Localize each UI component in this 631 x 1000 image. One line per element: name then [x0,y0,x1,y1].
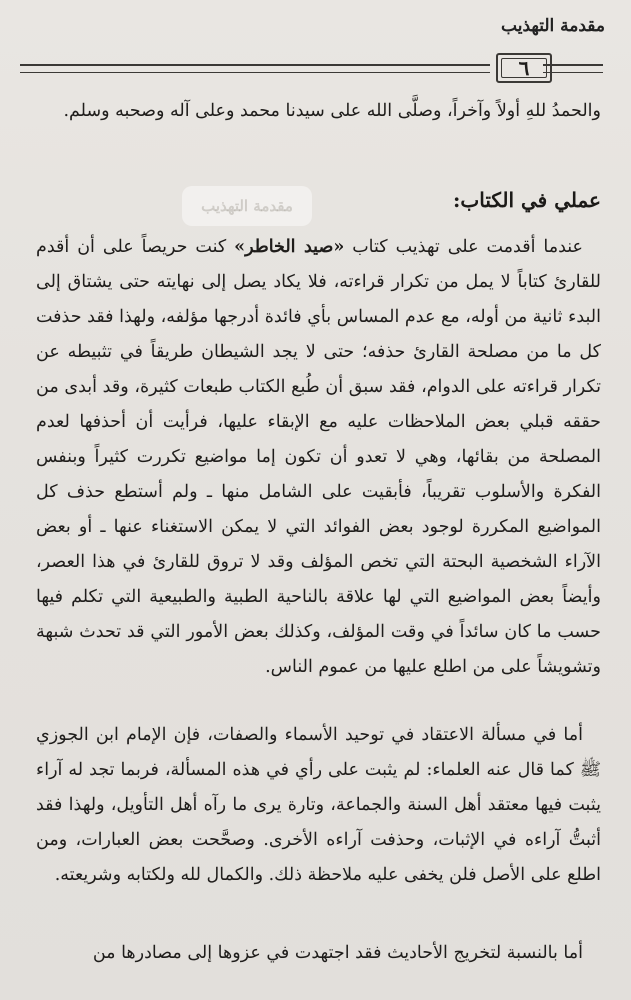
book-title: «صيد الخاطر» [234,237,345,257]
paragraph-creed: أما في مسألة الاعتقاد في توحيد الأسماء والصفات، فإن الإمام ابن الجوزي ﷺ كما قال عنه العلماء: لم يثبت على رأي في هذه المسألة، فربما تجد له آراء يثبت فيها معتقد أهل السنة والجماعة، وتارة يرى ما رآه أهل التأويل، ولهذا فقد أثبتُّ آراءه في الإثبات، وحذفت آراءه الأخرى. وصحَّحت بعض العبارات، ومن اطلع على الأصل فلن يخفى عليه ملاحظة ذلك. والكمال لله ولكتابه وشريعته. [36,725,601,885]
section-heading: عملي في الكتاب: [453,188,601,212]
page-number: ٦ [518,56,530,80]
bleed-through-stamp: مقدمة التهذيب [182,186,312,226]
paragraph-work-description [36,230,601,685]
paragraph-hadith: أما بالنسبة لتخريج الأحاديث فقد اجتهدت في عزوها إلى مصادرها من [92,943,583,963]
header-rule-left [20,64,490,73]
running-head: مقدمة التهذيب [501,16,605,36]
paragraph-praise: والحمدُ للهِ أولاً وآخراً، وصلَّى الله على سيدنا محمد وعلى آله وصحبه وسلم. [63,101,601,121]
paragraph-work-part1: عندما أقدمت على تهذيب كتاب [344,237,583,257]
header-rule-right [543,64,603,73]
paragraph-work-part2: كنت حريصاً على أن أقدم للقارئ كتاباً لا يمل من تكرار قراءته، فلا يكاد يصل إلى نهايته حتى يشتاق إلى البدء ثانية من أوله، مع عدم المساس بأي فائدة أدرجها مؤلفه، ولهذا فقد حذفت كل ما من مصلحة القارئ حذفه؛ حتى لا يجد الشيطان طريقاً في تثبيطه عن تكرار قراءته على الدوام، فقد سبق أن طُبع الكتاب طبعات كثيرة، وقد أبدى من حققه قبلي بعض الملاحظات عليه مع الإبقاء عليها، فرأيت أن أحذفها لعدم المصلحة من بقائها، وهي لا تعدو أن تكون إما مواضيع تكررت كثيراً وبنفس الفكرة والأسلوب تقريباً، فأبقيت على الشامل منها ـ ولم أستطع حذف كل المواضيع المكررة لوجود بعض الفوائد التي لا يمكن الاستغناء عنها ـ أو بعض الآراء الشخصية البحتة التي تخص المؤلف وقد لا تروق للقارئ في هذا العصر، وأيضاً بعض المواضيع التي لها علاقة بالناحية الطبية والطبيعية التي تكلم فيها حسب ما كان سائداً في وقت المؤلف، وكذلك بعض الأمور التي قد تحدث شبهة وتشويشاً على من اطلع عليها من عموم الناس. [36,237,601,677]
